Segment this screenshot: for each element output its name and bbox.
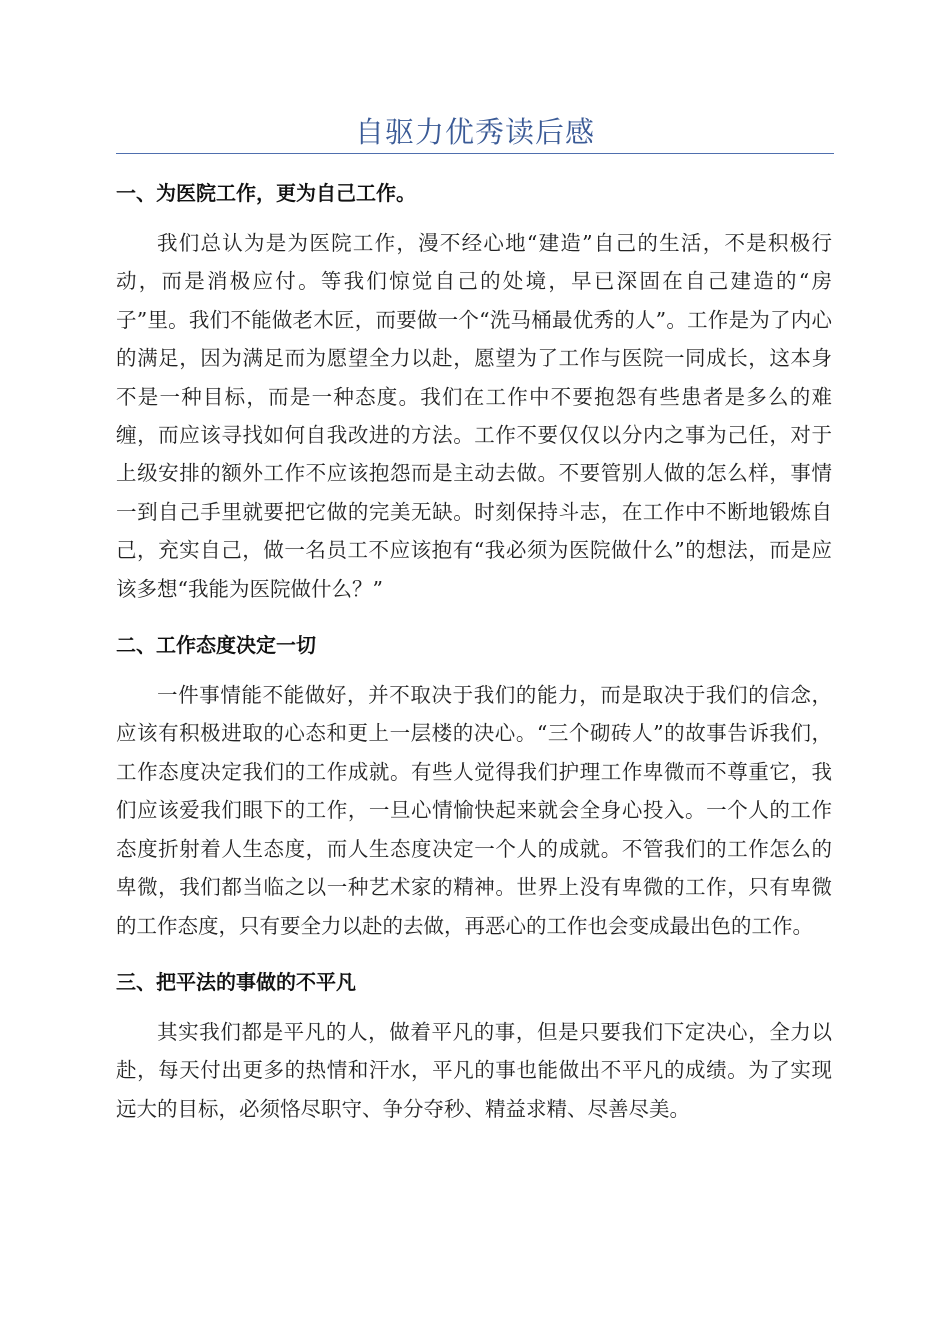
section-heading: 一、为医院工作，更为自己工作。 (116, 181, 416, 205)
section-paragraph: 其实我们都是平凡的人，做着平凡的事，但是只要我们下定决心，全力以赴，每天付出更多的热情和汗水，平凡的事也能做出不平凡的成绩。为了实现远大的目标，必须恪尽职守、争分夺秒、精益求精、尽善尽美。 (116, 1019, 832, 1121)
document-body (116, 176, 832, 1148)
section-1 (116, 176, 832, 608)
section-paragraph: 一件事情能不能做好，并不取决于我们的能力，而是取决于我们的信念，应该有积极进取的心态和更上一层楼的决心。“三个砌砖人”的故事告诉我们，工作态度决定我们的工作成就。有些人觉得我们护理工作卑微而不尊重它，我们应该爱我们眼下的工作，一旦心情愉快起来就会全身心投入。一个人的工作态度折射着人生态度，而人生态度决定一个人的成就。不管我们的工作怎么的卑微，我们都当临之以一种艺术家的精神。世界上没有卑微的工作，只有卑微的工作态度，只有要全力以赴的去做，再恶心的工作也会变成最出色的工作。 (116, 683, 832, 938)
section-paragraph: 我们总认为是为医院工作，漫不经心地“建造”自己的生活，不是积极行动，而是消极应付。等我们惊觉自己的处境，早已深固在自己建造的“房子”里。我们不能做老木匠，而要做一个“洗马桶最优秀的人”。工作是为了内心的满足，因为满足而为愿望全力以赴，愿望为了工作与医院一同成长，这本身不是一种目标，而是一种态度。我们在工作中不要抱怨有些患者是多么的难缠，而应该寻找如何自我改进的方法。工作不要仅仅以分内之事为己任，对于上级安排的额外工作不应该抱怨而是主动去做。不要管别人做的怎么样，事情一到自己手里就要把它做的完美无缺。时刻保持斗志，在工作中不断地锻炼自己，充实自己，做一名员工不应该抱有“我必须为医院做什么”的想法，而是应该多想“我能为医院做什么？” (116, 231, 832, 601)
section-heading: 三、把平法的事做的不平凡 (116, 969, 356, 994)
section-heading: 二、工作态度决定一切 (116, 633, 316, 658)
section-3 (116, 965, 832, 1128)
section-2 (116, 628, 832, 945)
document-title: 自驱力优秀读后感 (354, 115, 595, 149)
title-underline (116, 153, 834, 154)
